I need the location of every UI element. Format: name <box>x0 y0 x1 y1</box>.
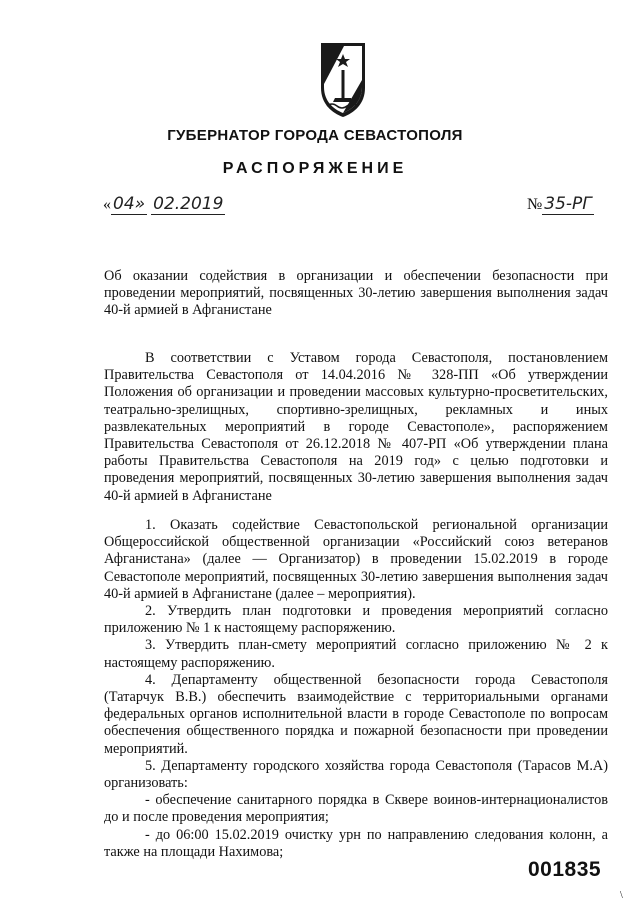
order-items <box>104 517 608 861</box>
order-item-5: 5. Департаменту городского хозяйства города Севастополя (Тарасов М.А) организовать: <box>104 757 608 792</box>
order-item-3: 3. Утвердить план-смету мероприятий согласно приложению № 2 к настоящему распоряжению. <box>104 637 608 671</box>
number-sign: № <box>527 196 543 213</box>
serial-number: 001835 <box>528 858 602 881</box>
order-subitem-bins: - до 06:00 15.02.2019 очистку урн по направлению следования колонн, а также на площади Нахимова; <box>104 826 608 860</box>
number-value: 35-РГ <box>544 194 592 214</box>
date-day: 04» <box>113 194 146 214</box>
document-number <box>527 194 594 214</box>
document-title <box>104 268 608 320</box>
order-item-2: 2. Утвердить план подготовки и проведения мероприятий согласно приложению № 1 к настоящему распоряжению. <box>104 603 608 637</box>
title-text: Об оказании содействия в организации и обеспечении безопасности при проведении мероприятий, посвященных 30-летию завершения выполнения задач 40-й армией в Афганистане <box>104 268 608 319</box>
page-corner-mark: \ <box>620 890 623 901</box>
order-item-1: 1. Оказать содействие Севастопольской региональной организации Общероссийской общественной организации «Российский союз ветеранов Афганистана» (далее — Организатор) в проведении 15.02.2019 в городе Севастополе мероприятий, посвященных 30-летию завершения выполнения задач 40-й армией в Афганистане (далее – мероприятия). <box>104 517 608 602</box>
date-open-quote: « <box>103 196 111 213</box>
preamble-text: В соответствии с Уставом города Севастополя, постановлением Правительства Севастополя от 14.04.2016 № 328-ПП «Об утверждении Положения об организации и проведении массовых культурно-просветительских, театрально-зрелищных, спортивно-зрелищных, рекламных и иных развлекательных мероприятий в городе Севастополе», распоряжением Правительства Севастополя от 26.12.2018 № 407-РП «Об утверждении плана работы Правительства Севастополя на 2019 год» с целью подготовки и проведения мероприятий, посвященных 30-летию завершения выполнения задач 40-й армией в Афганистане <box>104 350 608 504</box>
order-subitem-sanitary: - обеспечение санитарного порядка в Сквере воинов-интернационалистов до и после проведения мероприятия; <box>104 792 608 826</box>
date-month-year: 02.2019 <box>153 194 224 214</box>
preamble <box>104 350 608 505</box>
sevastopol-coat-of-arms-icon <box>318 40 368 120</box>
issuing-authority: ГУБЕРНАТОР ГОРОДА СЕВАСТОПОЛЯ <box>167 127 463 144</box>
document-type: РАСПОРЯЖЕНИЕ <box>222 160 408 177</box>
document-date <box>103 194 225 214</box>
order-item-4: 4. Департаменту общественной безопасности города Севастополя (Татарчук В.В.) обеспечить взаимодействие с территориальными органами федеральных органов исполнительной власти в городе Севастополе по вопросам обеспечения общественного порядка и пожарной безопасности при проведении мероприятий. <box>104 671 608 757</box>
